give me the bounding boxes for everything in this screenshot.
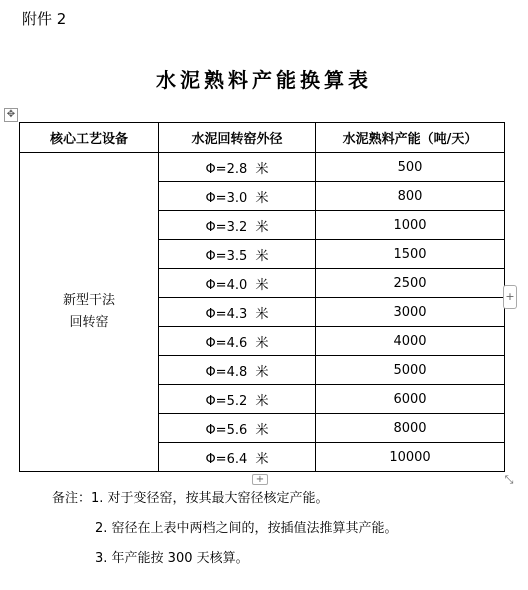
process-label: 新型干法 — [62, 293, 115, 308]
capacity-cell: 2500 — [316, 269, 505, 298]
diameter-cell: Φ=4.0 米 — [159, 269, 316, 298]
note-line: 备注：1. 对于变径窑，按其最大窑径核定产能。 — [52, 491, 329, 506]
diameter-cell: Φ=6.4 米 — [159, 443, 316, 472]
diameter-cell: Φ=5.6 米 — [159, 414, 316, 443]
capacity-cell: 1000 — [316, 211, 505, 240]
diameter-cell: Φ=3.0 米 — [159, 182, 316, 211]
capacity-cell: 4000 — [316, 327, 505, 356]
header-capacity: 水泥熟料产能（吨/天） — [316, 123, 505, 153]
capacity-cell: 5000 — [316, 356, 505, 385]
capacity-cell: 6000 — [316, 385, 505, 414]
header-equipment: 核心工艺设备 — [20, 123, 159, 153]
note-line: 3. 年产能按 300 天核算。 — [95, 551, 249, 566]
move-arrows-icon[interactable]: ✥ — [4, 108, 18, 122]
table-header-row — [20, 123, 505, 153]
capacity-cell: 8000 — [316, 414, 505, 443]
plus-icon[interactable]: + — [503, 285, 517, 309]
process-label: 回转窑 — [69, 315, 109, 330]
capacity-table — [19, 122, 505, 472]
document-title: 水泥熟料产能换算表 — [156, 68, 372, 92]
diameter-cell: Φ=4.3 米 — [159, 298, 316, 327]
capacity-cell: 800 — [316, 182, 505, 211]
note-line: 2. 窑径在上表中两档之间的，按插值法推算其产能。 — [95, 521, 398, 536]
diameter-cell: Φ=4.6 米 — [159, 327, 316, 356]
capacity-cell: 3000 — [316, 298, 505, 327]
table-row — [20, 153, 505, 182]
capacity-cell: 10000 — [316, 443, 505, 472]
attachment-label: 附件 2 — [22, 10, 67, 28]
diameter-cell: Φ=5.2 米 — [159, 385, 316, 414]
plus-icon[interactable]: + — [252, 474, 268, 485]
capacity-cell: 1500 — [316, 240, 505, 269]
diameter-cell: Φ=3.5 米 — [159, 240, 316, 269]
notes — [52, 484, 398, 574]
diameter-cell: Φ=4.8 米 — [159, 356, 316, 385]
diameter-cell: Φ=2.8 米 — [159, 153, 316, 182]
header-kiln-diameter: 水泥回转窑外径 — [159, 123, 316, 153]
diameter-cell: Φ=3.2 米 — [159, 211, 316, 240]
process-cell — [20, 153, 159, 472]
capacity-cell: 500 — [316, 153, 505, 182]
resize-diagonal-icon[interactable]: ⤡ — [504, 473, 514, 486]
